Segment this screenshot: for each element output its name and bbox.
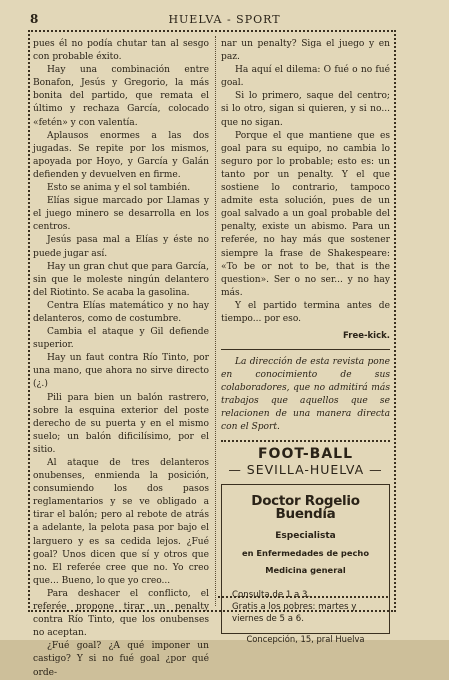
ad-hours-line: Gratis a los pobres: martes y viernes de 5 a 6. xyxy=(232,601,357,624)
paragraph: Hay un faut contra Río Tinto, por una mano, que ahora no sirve directo (¿.) xyxy=(33,353,209,390)
ad-hours-line: Consulta de 1 a 3. xyxy=(232,589,311,600)
paragraph: Si lo primero, saque del centro; si lo otro, sigan si quieren, y si no... que no sigan. xyxy=(221,91,390,128)
paragraph: Al ataque de tres delanteros onubenses, enmienda la posición, consumiendo los dos pasos reglamentarios y se ve obligado a tirar el balón; pero al rebote de atrás a adelante, la pelota pasa por bajo el larguero y es sa cedida lejos. ¿Fué goal? Unos dicen que sí y otros que no. El referée cree que no. Yo creo que... Bueno, lo que yo creo... xyxy=(33,458,209,586)
signature: Free-kick. xyxy=(343,331,390,342)
paragraph: Aplausos enormes a las dos jugadas. Se repite por los mismos, apoyada por Hoyo, y García y Galán defienden y devuelven en firme. xyxy=(33,130,209,180)
ad-specialist: Especialista xyxy=(275,530,336,541)
paragraph: Cambia el ataque y Gil defiende superior. xyxy=(33,327,209,351)
page-number: 8 xyxy=(30,12,39,26)
ad-specialty: en Enfermedades de pecho xyxy=(241,547,370,558)
left-column xyxy=(33,38,209,680)
right-column xyxy=(221,38,390,644)
running-title: HUELVA - SPORT xyxy=(168,13,281,26)
editorial-notice: La dirección de esta revista pone en conocimiento de sus colaboradores, que no admitirá más trabajos que aquellos que se relacionen de una manera directa con el Sport. xyxy=(221,357,390,433)
column-divider xyxy=(215,36,216,606)
ad-specialty: Medicina general xyxy=(265,564,346,575)
paragraph: Pili para bien un balón rastrero, sobre la esquina exterior del poste derecho de su puerta y en el mismo suelo; un balón dificilísimo, por el sitio. xyxy=(33,392,209,455)
paragraph: pues él no podía chutar tan al sesgo con probable éxito. xyxy=(33,39,209,63)
paragraph: Hay un gran chut que para García, sin que le moleste ningún delantero del Riotinto. Se acaba la gasolina. xyxy=(33,261,209,298)
paragraph: Centra Elías matemático y no hay delanteros, como de costumbre. xyxy=(33,300,209,324)
doctor-advertisement xyxy=(221,484,390,644)
paragraph: Porque el que mantiene que es goal para su equipo, no cambia lo seguro por lo probable; esto es: un tanto por un penalty. Y el que sostiene lo contrario, tampoco admite esta solución, pues de un goal salvado a un goal probable del penalty, existe un abismo. Para un referée, no hay más que sostener siempre la frase de Shakespeare: «To be or not to be, that is the question». Ser o no ser... y no hay más. xyxy=(221,130,390,298)
paragraph: nar un penalty? Siga el juego y en paz. xyxy=(221,39,390,63)
ad-hours xyxy=(226,589,385,625)
paragraph: Y el partido termina antes de tiempo... por eso. xyxy=(221,300,390,324)
paragraph: Jesús pasa mal a Elías y éste no puede jugar así. xyxy=(33,235,209,259)
paragraph: Elías sigue marcado por Llamas y el juego minero se desarrolla en los centros. xyxy=(33,196,209,233)
divider xyxy=(218,596,388,598)
divider xyxy=(221,440,390,442)
divider xyxy=(221,349,390,350)
football-subtitle: — SEVILLA-HUELVA — xyxy=(228,462,383,478)
doctor-name: Doctor Rogelio Buendía xyxy=(251,493,360,523)
football-title: FOOT-BALL xyxy=(257,446,354,463)
paragraph: Esto se anima y el sol también. xyxy=(47,183,191,194)
paragraph: Para deshacer el conflicto, el referée propone tirar un penalty contra Río Tinto, que los onubenses no aceptan. xyxy=(33,588,209,639)
paragraph: ¿Fué goal? ¿A qué imponer un castigo? Y si no fué goal ¿por qué orde- xyxy=(33,641,209,678)
paragraph: Ha aquí el dilema: O fué o no fué goal. xyxy=(221,65,390,89)
paragraph: Hay una combinación entre Bonafon, Jesús y Gregorio, la más bonita del partido, que remata el último y rechaza García, colocado «fetén» y con valentía. xyxy=(33,65,209,128)
ad-address: Concepción, 15, pral Huelva xyxy=(246,633,365,644)
